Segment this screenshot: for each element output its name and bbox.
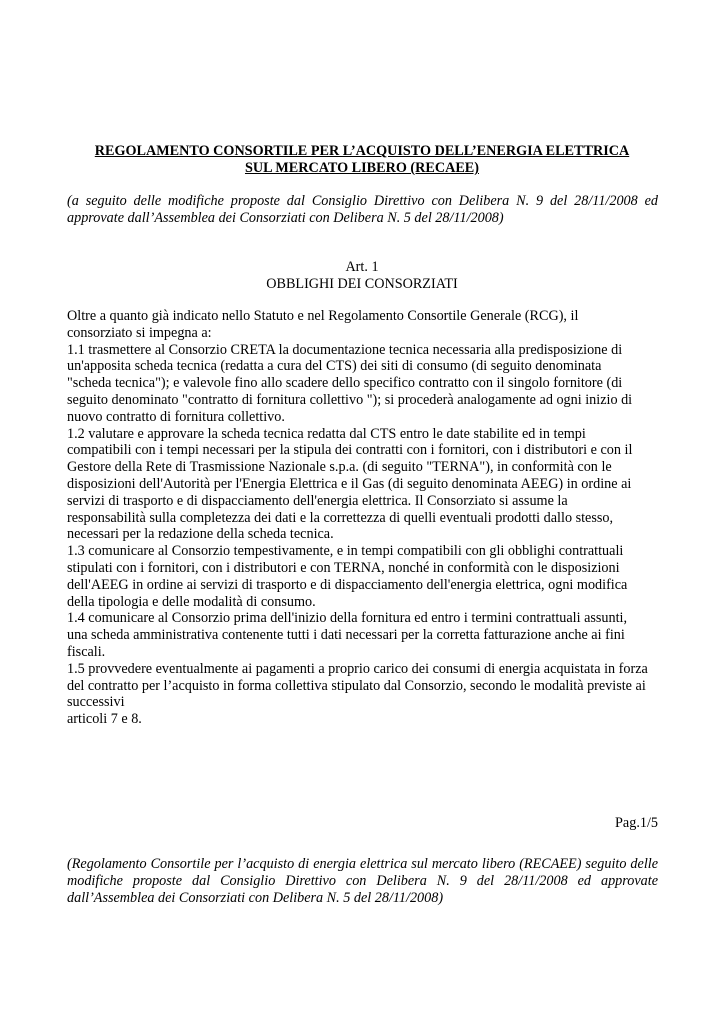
body-line: seguito denominato "contratto di fornitura collettivo "); si procederà analogamente ad ogni inizio di: [67, 391, 633, 408]
page-number: Pag.1/5: [615, 815, 658, 831]
body-line: disposizioni dell'Autorità per l'Energia Elettrica e il Gas (di seguito denominata AEEG) in ordine ai: [67, 475, 632, 492]
body-line: stipulati con i fornitori, con i distributori e con TERNA, nonché in conformità con le disposizioni: [67, 559, 620, 576]
article-title: OBBLIGHI DEI CONSORZIATI: [266, 276, 458, 292]
document-subtitle: (a seguito delle modifiche proposte dal Consiglio Direttivo con Delibera N. 9 del 28/11/2008 ed approvate dall’Assemblea dei Consorziati con Delibera N. 5 del 28/11/2008): [67, 193, 658, 226]
article-heading: [66, 259, 658, 293]
body-line: compatibili con i tempi necessari per la stipula dei contratti con i fornitori, con i distributori e con il: [67, 442, 633, 459]
body-line: Oltre a quanto già indicato nello Statuto e nel Regolamento Consortile Generale (RCG), il: [67, 308, 579, 324]
body-line: responsabilità sulla completezza dei dati e la correttezza di quelli eventuali prodotti dallo stesso,: [67, 509, 614, 526]
body-line: 1.5 provvedere eventualmente ai pagamenti a proprio carico dei consumi di energia acquistata in forza: [67, 660, 648, 677]
body-line: un'apposita scheda tecnica (redatta a cura del CTS) dei siti di consumo (di seguito denominata: [67, 358, 602, 375]
document-title: [66, 143, 658, 177]
footer-note: (Regolamento Consortile per l’acquisto di energia elettrica sul mercato libero (RECAEE) seguito delle modifiche proposte dal Consiglio Direttivo con Delibera N. 9 del 28/11/2008 ed approvate dall’Assemblea dei Consorziati con Delibera N. 5 del 28/11/2008): [67, 856, 658, 906]
body-line: nuovo contratto di fornitura collettivo.: [67, 408, 285, 425]
body-line: dell'AEEG in ordine ai servizi di trasporto e di dispacciamento dell'energia elettrica, ogni modifica: [67, 576, 628, 593]
body-line: articoli 7 e 8.: [67, 711, 142, 728]
body-line: Gestore della Rete di Trasmissione Nazionale s.p.a. (di seguito "TERNA"), in conformità con le: [67, 459, 612, 476]
body-line: necessari per la redazione della scheda tecnica.: [67, 526, 334, 543]
body-line: 1.4 comunicare al Consorzio prima dell'inizio della fornitura ed entro i termini contrattuali assunti,: [67, 610, 628, 627]
body-line: 1.2 valutare e approvare la scheda tecnica redatta dal CTS entro le date stabilite ed in tempi: [67, 425, 586, 442]
body-line: consorziato si impegna a:: [67, 324, 212, 341]
body-line: una scheda amministrativa contenente tutti i dati necessari per la corretta fatturazione anche ai fini: [67, 627, 625, 644]
body-line: successivi: [67, 694, 125, 711]
document-title-line-2: SUL MERCATO LIBERO (RECAEE): [244, 160, 479, 176]
article-body: [67, 308, 661, 728]
article-number: Art. 1: [345, 259, 379, 275]
body-line: 1.3 comunicare al Consorzio tempestivamente, e in tempi compatibili con gli obblighi contrattuali: [67, 543, 624, 560]
body-line: "scheda tecnica"); e valevole fino allo scadere dello specifico contratto con il singolo fornitore (di: [67, 375, 623, 392]
body-line: del contratto per l’acquisto in forma collettiva stipulato dal Consorzio, secondo le modalità previste ai: [67, 677, 646, 694]
body-line: 1.1 trasmettere al Consorzio CRETA la documentazione tecnica necessaria alla predisposizione di: [67, 341, 623, 358]
body-line: fiscali.: [67, 643, 106, 660]
body-line: servizi di trasporto e di dispacciamento dell'energia elettrica. Il Consorziato si assume la: [67, 492, 568, 509]
document-title-line-1: REGOLAMENTO CONSORTILE PER L’ACQUISTO DELL’ENERGIA ELETTRICA: [94, 143, 630, 159]
body-line: della tipologia e delle modalità di consumo.: [67, 593, 316, 610]
